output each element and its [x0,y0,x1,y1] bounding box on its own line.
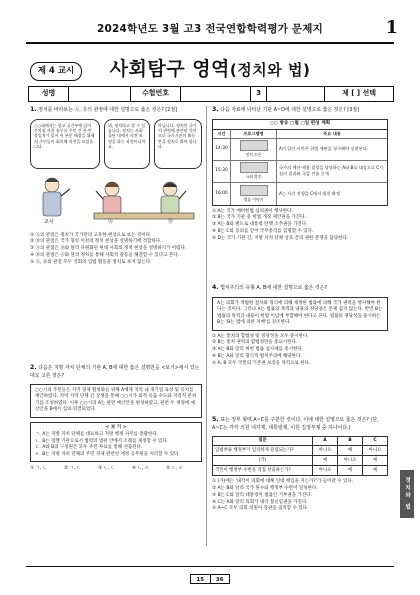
exam-no-field[interactable] [181,87,251,101]
q2-option-5[interactable]: ⑤ ㄷ, ㄹ [166,466,184,472]
q1-options [30,233,202,267]
column-divider [206,106,207,546]
q1-number: 1. [30,106,37,113]
q1-option-4[interactable]: ④ Ⓑ의 관점은 Ⓐ와 달리 정치를 통해 사회적 갈등을 해결할 수 있다고 본다. [30,252,179,258]
q3-row-2-program: 국회 방송 [231,161,277,182]
q2-option-1[interactable]: ① ㄱ, ㄴ [30,466,48,472]
page-number: 1 [385,17,398,38]
q5-th-question: 질문 [213,436,313,446]
footer-current: 15 [190,574,211,584]
q1-option-2[interactable]: ② Ⓑ의 관점은 국가 형성 이전의 정치 현상을 설명하기에 적합하다. [30,239,162,245]
question-4 [212,284,388,367]
question-2 [30,364,202,473]
q4-stem: 법치주의의 유형 A, B에 대한 설명으로 옳은 것은? [220,285,327,291]
q5-option-4[interactable]: ④ C는 A와 달리 의회가 내각 불신임권을 가진다. [212,499,308,505]
q5-number: 5. [212,416,219,423]
q2-option-3[interactable]: ③ ㄴ, ㄷ [98,466,116,472]
q1-label-a: Ⓐ [108,218,114,225]
question-1 [30,106,202,266]
q1-teacher-label: 교사 [44,218,54,225]
q4-option-2[interactable]: ② B는 통치 권력의 합법성만을 중요시한다. [212,340,298,346]
q4-number: 4. [212,284,219,291]
student-a-figure [96,182,121,214]
session-badge: 제 4 교시 [30,62,82,81]
q2-passage-box: ○○시의 주민들은 지역 경제 활성화를 위해 A에게 지역 내 재기업 육성 및 유치를 제안하였다. 지역 지역 단체 간 상생을 통해 ○○시가 외적 유출 수도와 지리적 분위기를 조성하였다. 이후 ○○시의 A는 관련 예산안을 편성하였고, 관련 두 재정에 예산안을 B에서 심의·의결되었다. [30,384,202,418]
exam-no-digit: 3 [251,87,267,101]
header-rule [26,42,394,44]
q4-passage-box: A는 의회가 적법한 절차와 형식에 의해 제정한 법률에 의해 국가 권력을 행사해야 한다는 것이다. 그러나 A는 법률의 목적과 내용의 정당성은 문제 삼지 않는다. 반면 B는 법률의 목적과 내용이 헌법 이념에 부합해야 한다고 본다. 법률의 정당성을 중시하는 B는 'B는 법에 의한 지배'를 강조한다. [212,297,388,331]
student-id-row [28,86,394,102]
q1-bubble-a: 네, 정치라고 할 수 있습니다. 정치는 사회 집단 내에서 의견 조정을 하는 과정이니까요. [104,119,150,169]
q5-cell: 예 [338,466,363,476]
q3-schedule-title: ○○ 방송 □월 □일 편성 계획 [213,120,387,130]
q5-option-5[interactable]: ⑤ A~C 모두 의회 의원이 장관을 겸직할 수 있다. [212,506,309,512]
q5-th-b: B [338,436,363,446]
q5-cell: 예 [363,456,388,466]
subject-paren: (정치와 법) [229,61,311,79]
q5-table-header [213,436,388,446]
program-thumbnail-icon [240,140,268,151]
program-thumbnail-icon [240,162,268,173]
q5-cell: 예 [313,456,338,466]
q3-number: 3. [212,106,219,113]
q2-option-4[interactable]: ④ ㄴ, ㄹ [132,466,150,472]
subject-title [0,57,420,83]
q1-stem: 정치를 바라보는 Ⓐ, Ⓑ의 관점에 대한 설명으로 옳은 것은? [2점] [38,107,178,113]
q3-stem: 다음 자료에 나타난 기관 A~D에 대한 설명으로 옳은 것은? [3점] [220,107,359,113]
subject-name: 사회탐구 영역 [109,58,230,80]
q2-bogi-box [30,422,202,463]
teacher-figure [43,178,70,216]
q3-option-2[interactable]: ② B는 국가 기관 중 헌법 개정 제안권을 가진다. [212,215,306,221]
q3-option-5[interactable]: ⑤ D는 국가 기관 간, 지방 자치 단체 상호 간의 권한 분쟁을 담당한다. [212,235,349,241]
q2-bogi-1: ㄱ. A는 지방 자치 단체를 대표하고 지방 행정 사무를 총괄한다. [35,432,159,438]
q4-option-1[interactable]: ① A는 통치의 합법성 및 정당성을 모두 중시한다. [212,333,309,339]
q1-label-b: Ⓑ [168,218,174,225]
q5-table-row [213,466,388,476]
program-thumbnail-icon [240,185,268,196]
q3-row-2-content: 국가의 예산·세율 결정을 담당하는 A와 B를 대상으로 C가 심의 결과와 국감 진술 중계 [279,165,384,177]
q3-row-3-time: 16:00 [213,183,231,205]
q3-option-1[interactable]: ① A는 국가 예비헌법 심의권이 행사한다. [212,208,293,214]
q5-cell: 국민이 행정부 수반을 직접 선출하는가? [213,466,313,476]
name-label: 성명 [29,87,69,101]
q4-option-3[interactable]: ③ A는 B와 달리 위헌 법률 심사제를 중시한다. [212,347,304,353]
q1-people-illustration [30,171,202,231]
q4-option-4[interactable]: ④ B는 A와 달리 형식적 법치주의에 해당한다. [212,353,302,359]
footer-total: 36 [211,574,231,584]
q5-option-3[interactable]: ③ B는 C와 달리 대통령이 법률안 거부권을 가진다. [212,492,312,498]
q3-options [212,209,388,243]
footer-rule [26,566,394,567]
q3-row-2-time: 15:30 [213,161,231,182]
q3-header-program: 프로그램명 [231,130,277,138]
q5-th-a: A [313,436,338,446]
q2-stem: 다음은 지방 자치 단체의 기관 A, B에 대한 옳은 설명만을 <보기>에서 있는 대로 고른 것은? [30,365,200,379]
q5-table [212,436,388,477]
q1-bubble-b: 아닙니다. 정치란 국가의 권력에 관련된 것이므로 국가기관의 활동만을 정치로 봐야 합니다. [154,119,202,169]
q1-option-5[interactable]: ⑤ Ⓐ, Ⓑ의 관점 모두 국회의 입법 활동을 정치로 보지 않는다. [30,259,152,265]
q5-cell: 입법부와 행정부가 엄격하게 분립되는가? [213,446,313,456]
q5-cell: 아니요 [313,466,338,476]
subject-side-tab: 정치와 법 [400,470,414,518]
q1-bubble-teacher: ○○대에서는 광고 공간부에 있어 주차장 사용 유무를 주민 간 찬·반 불일치가 있어 이 부분 해결을 위해서 주민들이 회의해 의견을 모았습니다. [30,119,100,169]
q3-row-1-time: 14:30 [213,139,231,160]
footer-page-counter [190,574,230,584]
q3-row-3 [213,183,387,205]
q5-cell: (가) [213,456,313,466]
q2-bogi-4: ㄹ. B는 지방 자치 단체의 주민 경제 관련된 재정 공무원을 처리할 수 있다. [35,451,180,457]
q2-bogi-2: ㄴ. B는 집행 기관으로서 법령의 범위 안에서 조례를 제정할 수 있다. [35,438,169,444]
q3-schedule-header [213,130,387,139]
q2-bogi-label: < 보 기 > [105,424,127,430]
name-field[interactable] [69,87,131,101]
q2-bogi-3: ㄷ. A와 B의 구성원은 모두 주민 투표를 통해 선출된다. [35,445,143,451]
q3-schedule [212,119,388,206]
q5-option-1[interactable]: ① (가)에는 '내각이 의회에 대해 연대 책임을 지는가?'가 들어갈 수 있다. [212,479,354,485]
q3-row-1-program: 정치 토론 [231,139,277,160]
q2-option-2[interactable]: ② ㄱ, ㄷ [64,466,82,472]
q4-options [212,334,388,368]
selection-label: 제 [ ] 선택 [342,89,376,98]
question-3 [212,106,388,242]
q5-cell: 예 [338,446,363,456]
q3-option-3[interactable]: ③ A는 B와 별도로 대통령 탄핵 소추권을 가진다. [212,222,308,228]
q5-stem: 표는 정부 형태 A~C를 구분한 것이다. 이에 대한 설명으로 옳은 것은? (단, A~C는 각각 의원 내각제, 대통령제, 이원 집정부제 중 하나이다.) [212,417,379,431]
q5-cell: 아니요 [338,456,363,466]
q1-figure [30,119,202,231]
exam-no-field-2[interactable] [267,87,325,101]
student-b-figure [161,182,186,214]
q3-option-4[interactable]: ④ B는 C와 동의를 얻어 국무총리를 임명할 수 있다. [212,228,314,234]
q5-option-2[interactable]: ② A는 B와 달리 국가 원수와 행정부 수반이 일치한다. [212,486,318,492]
q5-table-row [213,456,388,466]
q5-cell: 아니요 [363,446,388,456]
q5-cell: 아니요 [313,446,338,456]
q3-row-3-content: A는 사건 진행을 C에서 위헌 확정 [279,190,340,196]
q5-th-c: C [363,436,388,446]
q3-header-time: 시간 [213,130,231,138]
q3-row-3-program: 법률 이야기 [231,183,277,205]
exam-no-label: 수험번호 [131,87,181,101]
q5-cell: 예 [363,466,388,476]
q5-options [212,479,388,513]
q3-row-1 [213,139,387,161]
q3-header-content: 주요 내용 [323,130,341,136]
q1-option-3[interactable]: ③ Ⓐ의 관점은 Ⓑ와 달리 다원화된 현대 사회의 정치 현상을 설명하기가 어렵다. [30,246,187,252]
exam-title: 2024학년도 3월 고3 전국연합학력평가 문제지 [97,23,323,35]
q2-options [30,466,202,473]
q4-option-5[interactable]: ⑤ A, B 모두 국민의 기본권 보장을 목적으로 한다. [212,360,311,366]
q5-table-row [213,446,388,456]
q3-row-1-content: A의 입안 사안은 헌법 재판을 청구해야 실현된다. [279,146,369,152]
q1-option-1[interactable]: ① Ⓐ의 관점은 정치가 국가만의 고유한 현상으로 보는 것이다. [30,232,152,238]
question-5 [212,416,388,513]
q2-number: 2. [30,364,37,371]
q3-row-2 [213,161,387,183]
